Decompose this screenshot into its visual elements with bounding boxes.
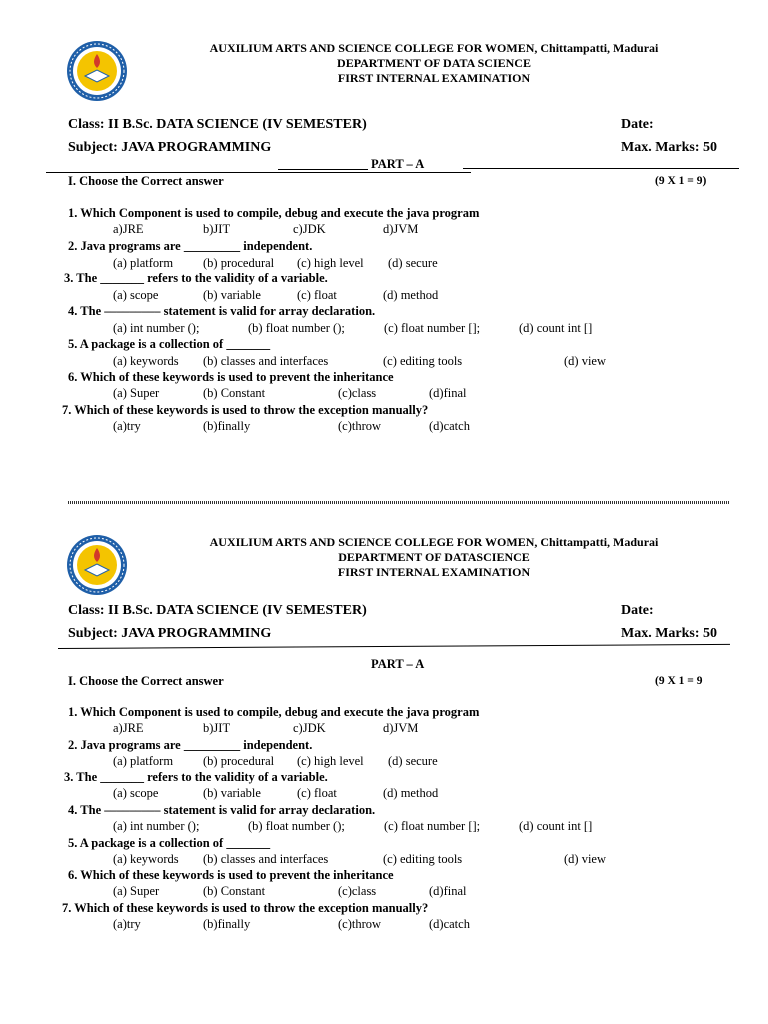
q7-option-d: (d)catch — [429, 419, 470, 433]
q7-option-b: (b)finally — [203, 419, 251, 433]
question-3: 3. The _______ refers to the validity of a variable. — [64, 271, 328, 285]
marks-scheme: (9 X 1 = 9) — [655, 175, 707, 187]
q2-option-d: (d) secure — [388, 754, 438, 768]
college-name: AUXILIUM ARTS AND SCIENCE COLLEGE FOR WOMEN, Chittampatti, Madurai — [209, 41, 659, 55]
question-1: 1. Which Component is used to compile, debug and execute the java program — [68, 206, 480, 220]
q7-option-d: (d)catch — [429, 917, 470, 931]
divider-right — [463, 168, 739, 169]
q7-option-b: (b)finally — [203, 917, 251, 931]
marks-scheme: (9 X 1 = 9 — [655, 675, 703, 687]
college-seal-svg — [66, 40, 128, 102]
part-heading: PART – A — [371, 157, 425, 171]
question-1: 1. Which Component is used to compile, debug and execute the java program — [68, 705, 480, 719]
q2-option-c: (c) high level — [297, 256, 364, 270]
question-2: 2. Java programs are _________ independent. — [68, 738, 313, 752]
subject-label: Subject: JAVA PROGRAMMING — [68, 626, 272, 641]
class-label: Class: II B.Sc. DATA SCIENCE (IV SEMESTER) — [68, 603, 367, 618]
q4-option-b: (b) float number (); — [248, 819, 345, 833]
q5-option-b: (b) classes and interfaces — [203, 354, 329, 368]
subject-label: Subject: JAVA PROGRAMMING — [68, 140, 272, 155]
q3-option-a: (a) scope — [113, 786, 159, 800]
q1-option-d: d)JVM — [383, 222, 419, 236]
q1-option-b: b)JIT — [203, 222, 231, 236]
q6-option-b: (b) Constant — [203, 386, 266, 400]
q6-option-d: (d)final — [429, 386, 467, 400]
q3-option-b: (b) variable — [203, 288, 261, 302]
q1-option-b: b)JIT — [203, 721, 231, 735]
q3-option-d: (d) method — [383, 786, 439, 800]
class-label: Class: II B.Sc. DATA SCIENCE (IV SEMESTER) — [68, 117, 367, 132]
q5-option-b: (b) classes and interfaces — [203, 852, 329, 866]
question-5: 5. A package is a collection of _______ — [68, 836, 271, 850]
q5-option-c: (c) editing tools — [383, 354, 463, 368]
max-marks-label: Max. Marks: 50 — [621, 140, 718, 155]
q6-option-b: (b) Constant — [203, 884, 266, 898]
q4-option-d: (d) count int [] — [519, 321, 593, 335]
q2-option-b: (b) procedural — [203, 754, 275, 768]
q3-option-b: (b) variable — [203, 786, 261, 800]
q6-option-a: (a) Super — [113, 386, 160, 400]
q7-option-c: (c)throw — [338, 917, 382, 931]
q2-option-a: (a) platform — [113, 754, 174, 768]
exam-title: FIRST INTERNAL EXAMINATION — [337, 71, 531, 85]
q3-option-c: (c) float — [297, 288, 337, 302]
cut-line — [68, 501, 730, 504]
q5-option-d: (d) view — [564, 852, 606, 866]
q1-option-a: a)JRE — [113, 721, 144, 735]
section-heading: I. Choose the Correct answer — [68, 174, 224, 188]
question-6: 6. Which of these keywords is used to prevent the inheritance — [68, 370, 394, 384]
q1-option-d: d)JVM — [383, 721, 419, 735]
divider-left — [278, 169, 368, 170]
q5-option-a: (a) keywords — [113, 852, 179, 866]
section-heading: I. Choose the Correct answer — [68, 674, 224, 688]
department-name: DEPARTMENT OF DATA SCIENCE — [337, 56, 531, 70]
college-seal-svg — [66, 534, 128, 596]
q7-option-a: (a)try — [113, 419, 141, 433]
q4-option-c: (c) float number []; — [384, 819, 481, 833]
q1-option-c: c)JDK — [293, 721, 326, 735]
q2-option-d: (d) secure — [388, 256, 438, 270]
question-4: 4. The ––––––––– statement is valid for array declaration. — [68, 304, 376, 318]
q3-option-a: (a) scope — [113, 288, 159, 302]
max-marks-label: Max. Marks: 50 — [621, 626, 718, 641]
q6-option-c: (c)class — [338, 386, 377, 400]
date-label: Date: — [621, 117, 654, 132]
q7-option-c: (c)throw — [338, 419, 382, 433]
q1-option-a: a)JRE — [113, 222, 144, 236]
q4-option-a: (a) int number (); — [113, 321, 200, 335]
question-6: 6. Which of these keywords is used to prevent the inheritance — [68, 868, 394, 882]
part-heading: PART – A — [371, 657, 425, 671]
college-seal-icon — [66, 534, 128, 596]
q3-option-c: (c) float — [297, 786, 337, 800]
q6-option-a: (a) Super — [113, 884, 160, 898]
q5-option-c: (c) editing tools — [383, 852, 463, 866]
q6-option-d: (d)final — [429, 884, 467, 898]
q5-option-a: (a) keywords — [113, 354, 179, 368]
q3-option-d: (d) method — [383, 288, 439, 302]
q4-option-a: (a) int number (); — [113, 819, 200, 833]
q7-option-a: (a)try — [113, 917, 141, 931]
exam-title: FIRST INTERNAL EXAMINATION — [337, 565, 531, 579]
q4-option-c: (c) float number []; — [384, 321, 481, 335]
q5-option-d: (d) view — [564, 354, 606, 368]
q2-option-a: (a) platform — [113, 256, 174, 270]
q2-option-b: (b) procedural — [203, 256, 275, 270]
question-2: 2. Java programs are _________ independent. — [68, 239, 313, 253]
question-7: 7. Which of these keywords is used to throw the exception manually? — [62, 403, 429, 417]
college-seal-icon — [66, 40, 128, 102]
question-5: 5. A package is a collection of _______ — [68, 337, 271, 351]
q1-option-c: c)JDK — [293, 222, 326, 236]
q4-option-b: (b) float number (); — [248, 321, 345, 335]
q4-option-d: (d) count int [] — [519, 819, 593, 833]
divider — [58, 644, 730, 649]
college-name: AUXILIUM ARTS AND SCIENCE COLLEGE FOR WOMEN, Chittampatti, Madurai — [209, 535, 659, 549]
question-3: 3. The _______ refers to the validity of a variable. — [64, 770, 328, 784]
department-name: DEPARTMENT OF DATASCIENCE — [338, 550, 530, 564]
q2-option-c: (c) high level — [297, 754, 364, 768]
date-label: Date: — [621, 603, 654, 618]
question-7: 7. Which of these keywords is used to throw the exception manually? — [62, 901, 429, 915]
q6-option-c: (c)class — [338, 884, 377, 898]
divider-lower — [46, 172, 471, 173]
question-4: 4. The ––––––––– statement is valid for array declaration. — [68, 803, 376, 817]
